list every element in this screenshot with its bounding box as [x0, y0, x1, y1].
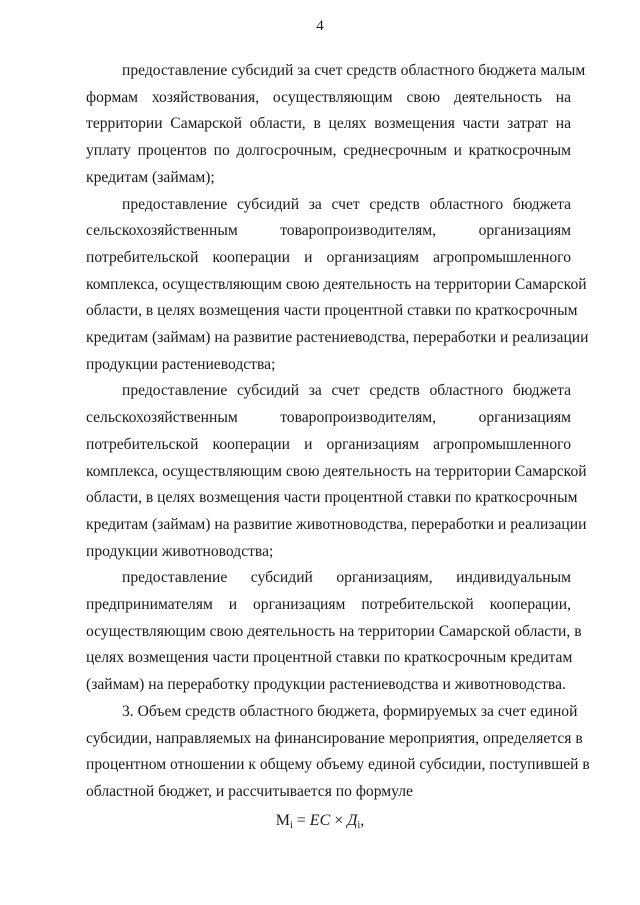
text-line: кредитам (займам) на развитие животноводства, переработки и реализации [86, 515, 587, 533]
page-number: 4 [316, 18, 324, 34]
text-line: области, в целях возмещения части процентной ставки по краткосрочным [86, 302, 578, 320]
paragraph-subsidy-crop-production [86, 192, 589, 379]
text-line: субсидии, направляемых на финансирование мероприятия, определяется в [86, 729, 583, 747]
formula-term-es: ЕС [309, 812, 331, 829]
text-line: предоставление субсидий за счет средств областного бюджета малым [122, 62, 586, 79]
text-line: области, в целях возмещения части процентной ставки по краткосрочным [86, 489, 578, 507]
document-body [86, 58, 590, 806]
text-line: комплекса, осуществляющим свою деятельность на территории Самарской [86, 275, 587, 293]
text-line: целях возмещения части процентной ставки по краткосрочным кредитам [86, 649, 573, 667]
text-line: сельскохозяйственным товаропроизводителям, организациям [86, 222, 571, 240]
text-line: сельскохозяйственным товаропроизводителям, организациям [86, 409, 571, 427]
text-line: потребительской кооперации и организациям агропромышленного [86, 248, 571, 266]
text-line: процентном отношении к общему объему единой субсидии, поступившей в [86, 756, 590, 774]
paragraph-subsidy-small-forms [86, 58, 586, 192]
text-line: уплату процентов по долгосрочным, среднесрочным и краткосрочным [86, 142, 571, 160]
text-line: предоставление субсидий организациям, индивидуальным [122, 569, 571, 587]
text-line: продукции растениеводства; [86, 355, 276, 373]
formula-lhs-subscript: i [289, 820, 293, 831]
text-line: кредитам (займам); [86, 168, 215, 186]
text-line: кредитам (займам) на развитие растениеводства, переработки и реализации [86, 329, 589, 347]
paragraph-subsidy-processing [86, 565, 582, 699]
text-line: предоставление субсидий за счет средств областного бюджета [122, 382, 571, 400]
formula [0, 812, 640, 831]
text-line: областной бюджет, и рассчитывается по формуле [86, 782, 413, 800]
text-line: предпринимателям и организациям потребительской кооперации, [86, 596, 571, 614]
formula-times: × [330, 812, 348, 829]
paragraph-subsidy-livestock [86, 378, 587, 565]
formula-equals: = [292, 812, 310, 829]
text-line: продукции животноводства; [86, 542, 274, 560]
text-line: формам хозяйствования, осуществляющим свою деятельность на [86, 88, 571, 106]
text-line: (займам) на переработку продукции растениеводства и животноводства. [86, 676, 566, 694]
text-line: потребительской кооперации и организациям агропромышленного [86, 435, 571, 453]
text-line: территории Самарской области, в целях возмещения части затрат на [86, 115, 571, 133]
text-line: комплекса, осуществляющим свою деятельность на территории Самарской [86, 462, 587, 480]
text-line: осуществляющим свою деятельность на территории Самарской области, в [86, 622, 582, 640]
formula-term-d: Д [347, 812, 358, 829]
formula-lhs: M [275, 812, 290, 829]
formula-term-d-subscript: i [357, 820, 361, 831]
paragraph-budget-volume [86, 699, 590, 806]
formula-tail: , [360, 812, 365, 829]
text-line: предоставление субсидий за счет средств областного бюджета [122, 195, 571, 213]
text-line: 3. Объем средств областного бюджета, формируемых за счет единой [122, 702, 578, 720]
